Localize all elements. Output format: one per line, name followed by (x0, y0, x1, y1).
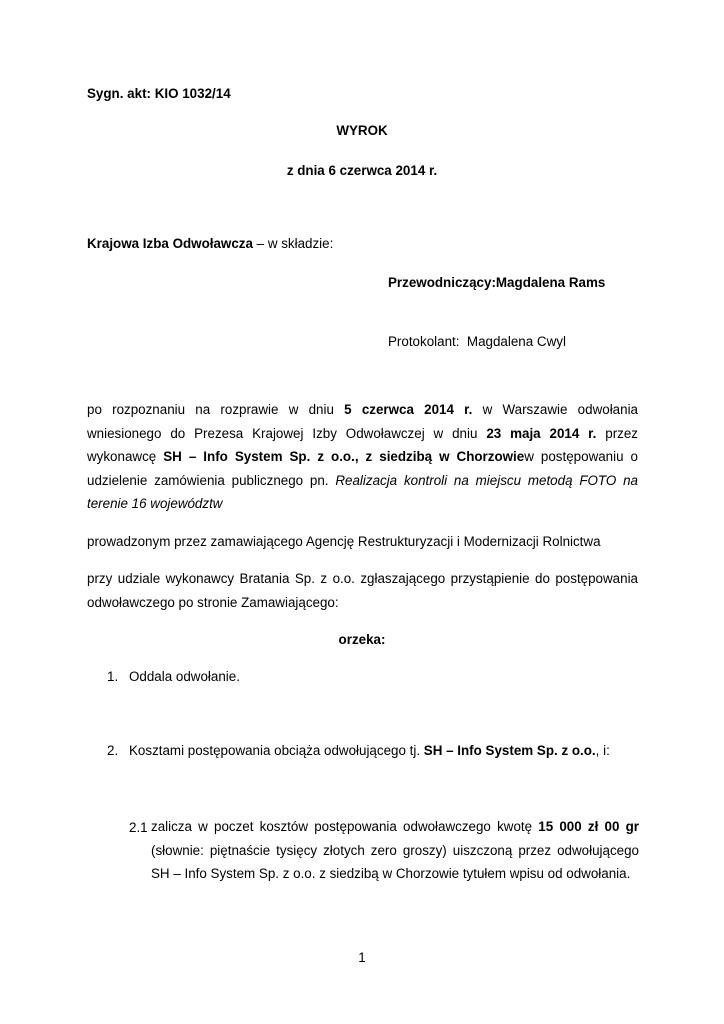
item-2-text-a: Kosztami postępowania obciąża odwołującego tj. (129, 743, 424, 758)
procurement-title-cont: terenie 16 województw (87, 496, 223, 511)
item-2-text (129, 743, 610, 758)
p1-text: przez (596, 425, 638, 441)
s21-text: zalicza w poczet kosztów postępowania odwoławczego kwotę (151, 819, 539, 834)
fee-amount: 15 000 zł 00 gr (538, 819, 639, 834)
p1-text: wykonawcę (87, 449, 164, 464)
board-suffix: – w składzie: (252, 236, 334, 251)
clerk-name: Magdalena Cwyl (466, 334, 566, 349)
document-title: WYROK (336, 123, 388, 138)
judgment-date: z dnia 6 czerwca 2014 r. (286, 163, 438, 178)
item-2-1-text (151, 815, 639, 886)
chair-label: Przewodniczący: (388, 275, 496, 290)
procurement-title: Realizacja kontroli na miejscu metodą FOTO na (335, 472, 638, 488)
clerk-label: Protokolant: (388, 334, 460, 349)
p3-line-2: odwoławczego po stronie Zamawiającego: (87, 594, 339, 610)
p1-text: w postępowaniu o (524, 449, 639, 464)
item-2-text-c: , i: (595, 743, 610, 758)
hearing-date: 5 czerwca 2014 r. (344, 402, 473, 417)
p1-text: udzielenie zamówienia publicznego pn. (87, 472, 336, 488)
paragraph-contracting-authority: prowadzonym przez zamawiającego Agencję Restrukturyzacji i Modernizacji Rolnictwa (87, 534, 601, 549)
board-line (87, 236, 333, 251)
paragraph-proceedings (87, 398, 638, 516)
p1-line-3 (87, 445, 638, 469)
p1-text: po rozpoznaniu na rozprawie w dniu (87, 402, 345, 417)
p1-line-1 (87, 398, 638, 422)
item-2-number: 2. (107, 743, 119, 758)
item-1-number: 1. (107, 669, 119, 684)
item-2-1-number: 2.1 (129, 820, 148, 835)
chair-name: Magdalena Rams (495, 275, 606, 290)
p1-text: w Warszawie odwołania (472, 402, 638, 417)
ruling-heading: orzeka: (338, 632, 386, 647)
p1-line-4 (87, 469, 638, 493)
p3-line-1: przy udziale wykonawcy Bratania Sp. z o.o. zgłaszającego przystąpienie do postępowania (87, 571, 638, 586)
case-signature: Sygn. akt: KIO 1032/14 (87, 86, 231, 101)
p1-text: wniesionego do Prezesa Krajowej Izby Odwoławczej w dniu (87, 425, 487, 441)
s21-line-3: SH – Info System Sp. z o.o. z siedzibą w Chorzowie tytułem wpisu od odwołania. (151, 866, 631, 881)
s21-line-1 (151, 815, 639, 839)
p1-line-2 (87, 422, 638, 446)
paragraph-intervener (87, 567, 638, 614)
item-1-text: Oddala odwołanie. (129, 669, 240, 684)
clerk-line (388, 334, 566, 349)
page-number: 1 (358, 950, 366, 965)
appeal-date: 23 maja 2014 r. (486, 425, 597, 441)
s21-line-2: (słownie: piętnaście tysięcy złotych zero groszy) uiszczoną przez odwołującego (151, 842, 639, 858)
chair-line (388, 275, 605, 290)
appellant-name: SH – Info System Sp. z o.o., z siedzibą w Chorzowie (163, 449, 525, 464)
board-name: Krajowa Izba Odwoławcza (87, 236, 253, 251)
item-2-party: SH – Info System Sp. z o.o. (423, 743, 596, 758)
